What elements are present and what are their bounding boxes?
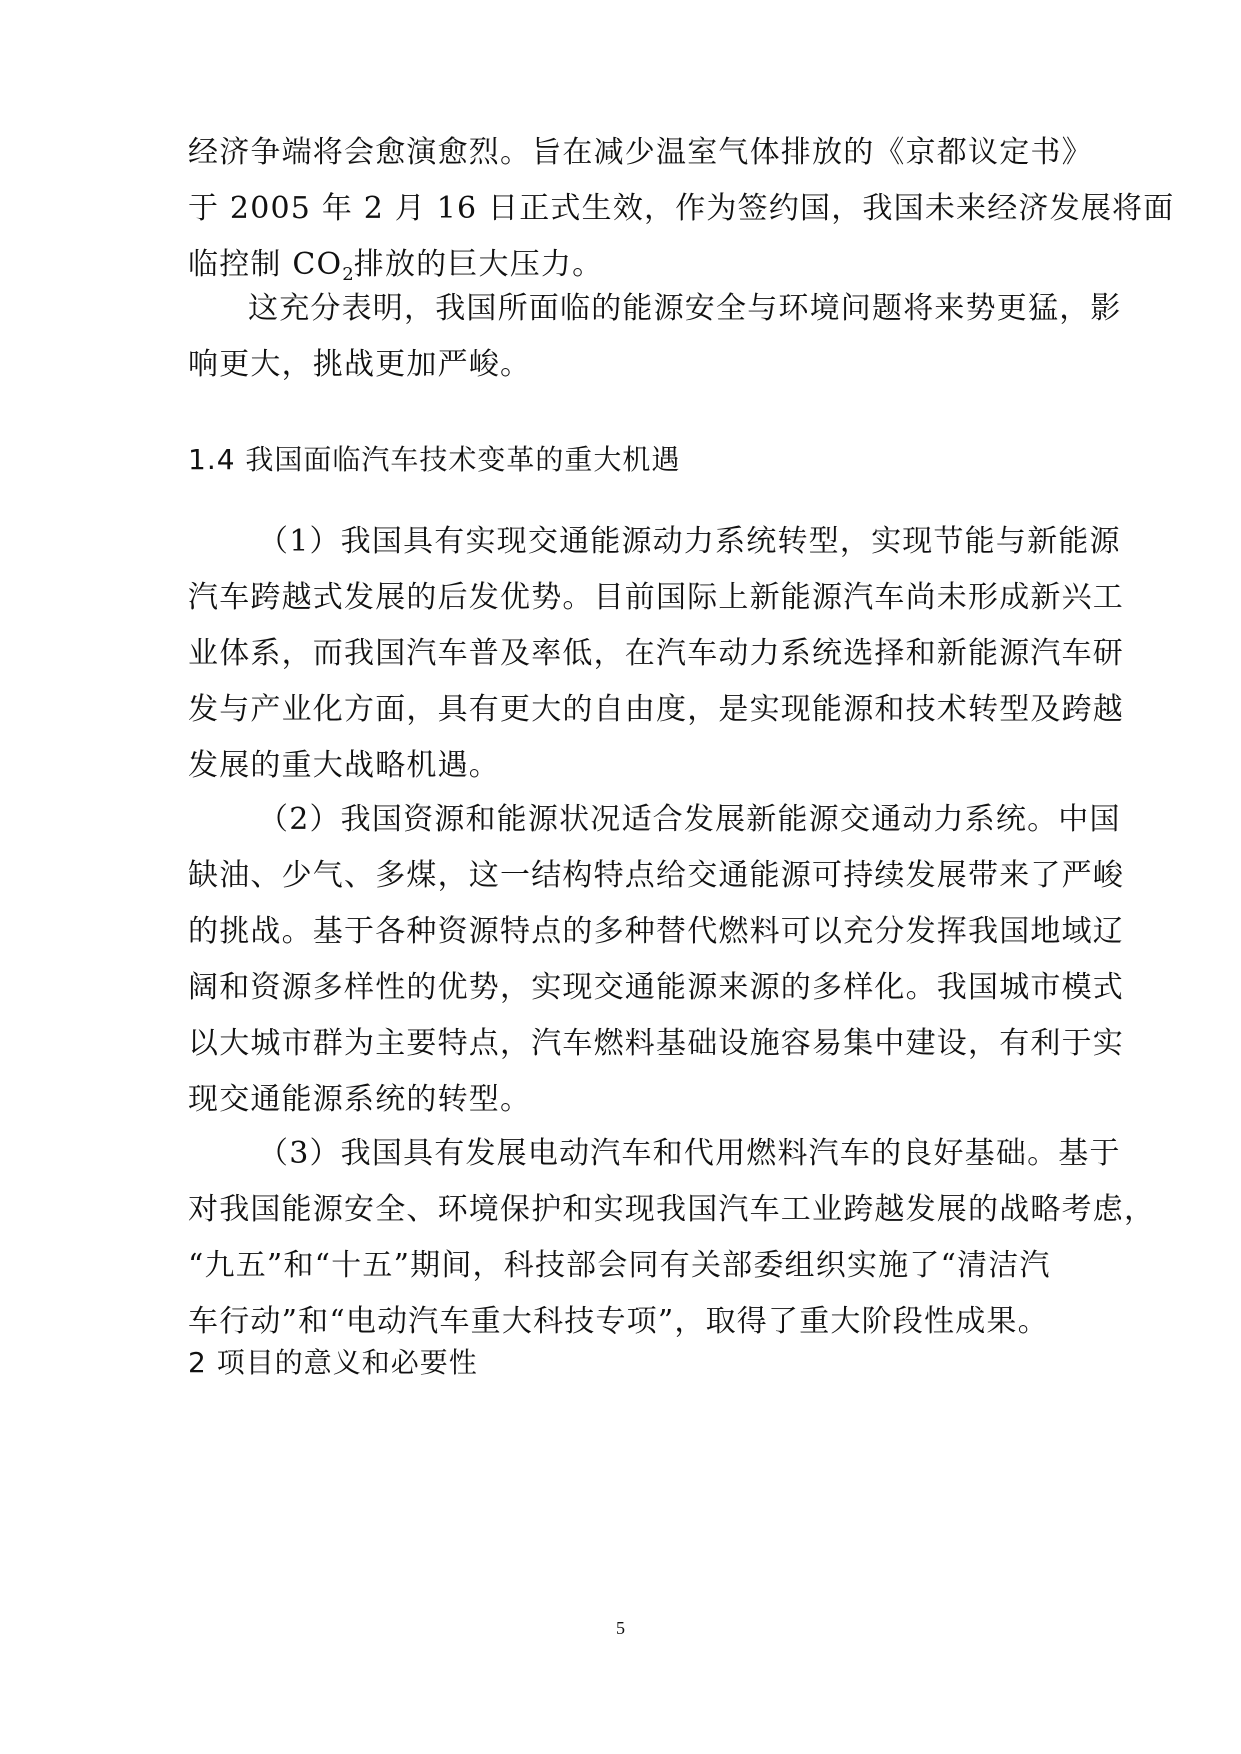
text-fragment: 临控制 CO: [188, 247, 343, 282]
text-line: 阔和资源多样性的优势，实现交通能源来源的多样化。我国城市模式: [188, 970, 1124, 1005]
text-line: 这充分表明，我国所面临的能源安全与环境问题将来势更猛，影: [248, 291, 1122, 326]
text-line: 缺油、少气、多煤，这一结构特点给交通能源可持续发展带来了严峻: [188, 858, 1124, 893]
text-line: 以大城市群为主要特点，汽车燃料基础设施容易集中建设，有利于实: [188, 1026, 1124, 1061]
text-line: 现交通能源系统的转型。: [188, 1082, 532, 1117]
section-heading-1-4: 1.4 我国面临汽车技术变革的重大机遇: [188, 443, 681, 476]
text-line: 经济争端将会愈演愈烈。旨在减少温室气体排放的《京都议定书》: [188, 135, 1093, 170]
text-line: （3）我国具有发展电动汽车和代用燃料汽车的良好基础。基于: [258, 1136, 1121, 1171]
paragraph-item-3: [188, 1126, 1156, 1350]
paragraph-kyoto: [188, 125, 1175, 293]
text-line: 汽车跨越式发展的后发优势。目前国际上新能源汽车尚未形成新兴工: [188, 580, 1124, 615]
text-line: 响更大，挑战更加严峻。: [188, 347, 532, 382]
text-line: 业体系，而我国汽车普及率低，在汽车动力系统选择和新能源汽车研: [188, 636, 1124, 671]
text-line: 对我国能源安全、环境保护和实现我国汽车工业跨越发展的战略考虑，: [188, 1192, 1156, 1227]
text-line: 发与产业化方面，具有更大的自由度，是实现能源和技术转型及跨越: [188, 692, 1124, 727]
text-line: （1）我国具有实现交通能源动力系统转型，实现节能与新能源: [258, 524, 1121, 559]
paragraph-item-2: [188, 792, 1124, 1128]
paragraph-summary: [188, 281, 1122, 393]
page-number: 5: [616, 1618, 625, 1638]
paragraph-item-1: [188, 514, 1124, 794]
text-line: 车行动”和“电动汽车重大科技专项”，取得了重大阶段性成果。: [188, 1304, 1049, 1339]
section-heading-2: 2 项目的意义和必要性: [188, 1346, 478, 1379]
text-line: （2）我国资源和能源状况适合发展新能源交通动力系统。中国: [258, 802, 1121, 837]
text-fragment: 排放的巨大压力。: [353, 247, 604, 282]
co2-subscript: 2: [342, 264, 354, 285]
text-line: 于 2005 年 2 月 16 日正式生效，作为签约国，我国未来经济发展将面: [188, 191, 1175, 226]
text-line: 发展的重大战略机遇。: [188, 748, 500, 783]
text-line: 的挑战。基于各种资源特点的多种替代燃料可以充分发挥我国地域辽: [188, 914, 1124, 949]
text-line: “九五”和“十五”期间，科技部会同有关部委组织实施了“清洁汽: [188, 1248, 1051, 1283]
